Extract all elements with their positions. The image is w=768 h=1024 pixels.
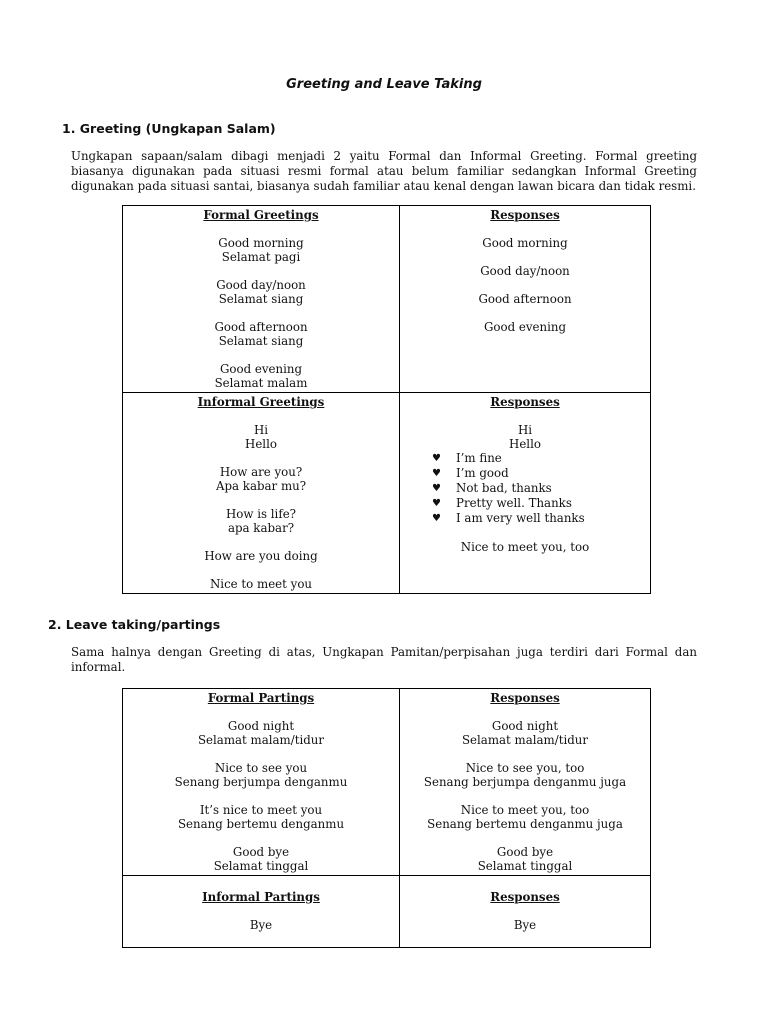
formal-responses-cell — [400, 206, 651, 393]
formal-greeting-block — [127, 362, 395, 390]
partings-table — [122, 688, 651, 948]
formal-parting-response-block — [404, 761, 646, 789]
informal-greeting-block — [127, 507, 395, 535]
section-2-heading: 2. Leave taking/partings — [48, 617, 221, 632]
list-item-label: I’m good — [456, 466, 509, 480]
section-1-paragraph: Ungkapan sapaan/salam dibagi menjadi 2 yaitu Formal dan Informal Greeting. Formal greeting biasanya digunakan pada situasi resmi formal atau belum familiar sedangkan Informal Greeting digunakan pada situasi santai, biasanya sudah familiar atau kenal dengan lawan bicara dan tidak resmi. — [71, 149, 697, 193]
formal-parting-response-text: Selamat malam/tidur — [461, 733, 589, 747]
formal-responses-list — [404, 236, 646, 334]
formal-greeting-response-text: Good afternoon — [478, 292, 572, 306]
informal-responses-bullets — [404, 451, 646, 526]
informal-greeting-block — [127, 577, 395, 591]
informal-partings-responses-cell — [400, 876, 651, 948]
formal-parting-response-block — [404, 719, 646, 747]
list-item-label: Not bad, thanks — [456, 481, 552, 495]
formal-parting-text: Good night — [227, 719, 295, 733]
informal-greeting-text: Apa kabar mu? — [215, 479, 307, 493]
informal-greeting-response-text: Hello — [509, 437, 541, 451]
informal-greeting-response-text: Hi — [517, 423, 533, 437]
formal-greeting-block — [127, 236, 395, 264]
formal-partings-cell — [123, 689, 400, 876]
formal-greeting-response-block — [404, 264, 646, 278]
informal-greetings-cell — [123, 393, 400, 594]
formal-parting-response-text: Nice to meet you, too — [460, 803, 590, 817]
formal-parting-text: It’s nice to meet you — [199, 803, 323, 817]
informal-greeting-text: How is life? — [225, 507, 297, 521]
formal-parting-response-text: Senang bertemu denganmu juga — [427, 817, 623, 831]
informal-greeting-text: How are you doing — [204, 549, 318, 563]
informal-responses-top — [404, 423, 646, 451]
list-item — [432, 511, 646, 526]
informal-greetings-list — [127, 423, 395, 591]
heart-icon: ♥ — [432, 513, 441, 524]
heart-icon: ♥ — [432, 453, 441, 464]
formal-partings-responses-header: Responses — [490, 691, 560, 705]
formal-parting-response-text: Good night — [491, 719, 559, 733]
informal-greeting-block — [127, 423, 395, 451]
section-1-heading: 1. Greeting (Ungkapan Salam) — [62, 121, 276, 136]
list-item — [432, 481, 646, 496]
informal-greeting-text: Hello — [245, 437, 277, 451]
formal-parting-response-text: Good bye — [496, 845, 554, 859]
informal-partings-responses-header: Responses — [490, 890, 560, 904]
formal-greeting-text: Good afternoon — [214, 320, 308, 334]
formal-greetings-cell — [123, 206, 400, 393]
informal-greeting-text: apa kabar? — [227, 521, 295, 535]
formal-partings-header: Formal Partings — [207, 691, 315, 705]
formal-greeting-text: Good day/noon — [216, 278, 306, 292]
informal-greeting-text: Nice to meet you — [209, 577, 313, 591]
formal-parting-block — [127, 761, 395, 789]
list-item-label: Pretty well. Thanks — [456, 496, 572, 510]
formal-parting-block — [127, 803, 395, 831]
formal-partings-list — [127, 719, 395, 873]
formal-parting-response-text: Selamat tinggal — [477, 859, 573, 873]
formal-greeting-block — [127, 278, 395, 306]
informal-responses-header: Responses — [490, 395, 560, 409]
informal-parting-text: Bye — [249, 918, 273, 932]
formal-greeting-text: Good evening — [219, 362, 303, 376]
formal-greeting-text: Selamat siang — [218, 292, 304, 306]
formal-greeting-response-block — [404, 236, 646, 250]
formal-parting-block — [127, 845, 395, 873]
informal-greeting-text: How are you? — [219, 465, 303, 479]
formal-parting-response-text: Senang berjumpa denganmu juga — [423, 775, 627, 789]
formal-parting-response-block — [404, 803, 646, 831]
informal-greetings-header: Informal Greetings — [197, 395, 325, 409]
heart-icon: ♥ — [432, 468, 441, 479]
formal-parting-response-text: Nice to see you, too — [465, 761, 585, 775]
formal-greeting-text: Selamat siang — [218, 334, 304, 348]
formal-responses-header: Responses — [490, 208, 560, 222]
heart-icon: ♥ — [432, 483, 441, 494]
informal-partings-cell — [123, 876, 400, 948]
informal-parting-response-block — [404, 918, 646, 932]
informal-greeting-text: Hi — [253, 423, 269, 437]
formal-greeting-text: Good morning — [218, 236, 304, 250]
formal-greeting-response-text: Good day/noon — [480, 264, 570, 278]
greetings-table — [122, 205, 651, 594]
list-item — [432, 466, 646, 481]
heart-icon: ♥ — [432, 498, 441, 509]
document-title: Greeting and Leave Taking — [286, 77, 482, 92]
informal-partings-header: Informal Partings — [202, 890, 320, 904]
formal-greeting-response-text: Good morning — [482, 236, 568, 250]
informal-partings-list — [127, 918, 395, 932]
formal-greeting-response-block — [404, 292, 646, 306]
informal-greeting-block — [127, 465, 395, 493]
formal-parting-text: Selamat malam/tidur — [197, 733, 325, 747]
list-item-label: I am very well thanks — [456, 511, 585, 525]
informal-parting-block — [127, 918, 395, 932]
formal-greeting-text: Selamat pagi — [221, 250, 301, 264]
formal-parting-text: Senang bertemu denganmu — [177, 817, 345, 831]
informal-greeting-block — [127, 549, 395, 563]
formal-parting-block — [127, 719, 395, 747]
formal-parting-text: Senang berjumpa denganmu — [174, 775, 348, 789]
formal-greeting-response-text: Good evening — [483, 320, 567, 334]
formal-parting-text: Selamat tinggal — [213, 859, 309, 873]
informal-partings-responses-list — [404, 918, 646, 932]
formal-partings-responses-list — [404, 719, 646, 873]
list-item — [432, 451, 646, 466]
formal-parting-text: Nice to see you — [214, 761, 308, 775]
formal-greetings-list — [127, 236, 395, 390]
section-2-paragraph: Sama halnya dengan Greeting di atas, Ungkapan Pamitan/perpisahan juga terdiri dari Formal dan informal. — [71, 645, 697, 674]
formal-partings-responses-cell — [400, 689, 651, 876]
formal-greeting-text: Selamat malam — [214, 376, 308, 390]
informal-parting-response-text: Bye — [513, 918, 537, 932]
informal-response-closing: Nice to meet you, too — [460, 540, 590, 554]
list-item-label: I’m fine — [456, 451, 502, 465]
formal-parting-text: Good bye — [232, 845, 290, 859]
informal-responses-cell — [400, 393, 651, 594]
list-item — [432, 496, 646, 511]
formal-greeting-block — [127, 320, 395, 348]
formal-parting-response-block — [404, 845, 646, 873]
formal-greeting-response-block — [404, 320, 646, 334]
formal-greetings-header: Formal Greetings — [203, 208, 319, 222]
informal-greeting-response-block — [404, 423, 646, 451]
